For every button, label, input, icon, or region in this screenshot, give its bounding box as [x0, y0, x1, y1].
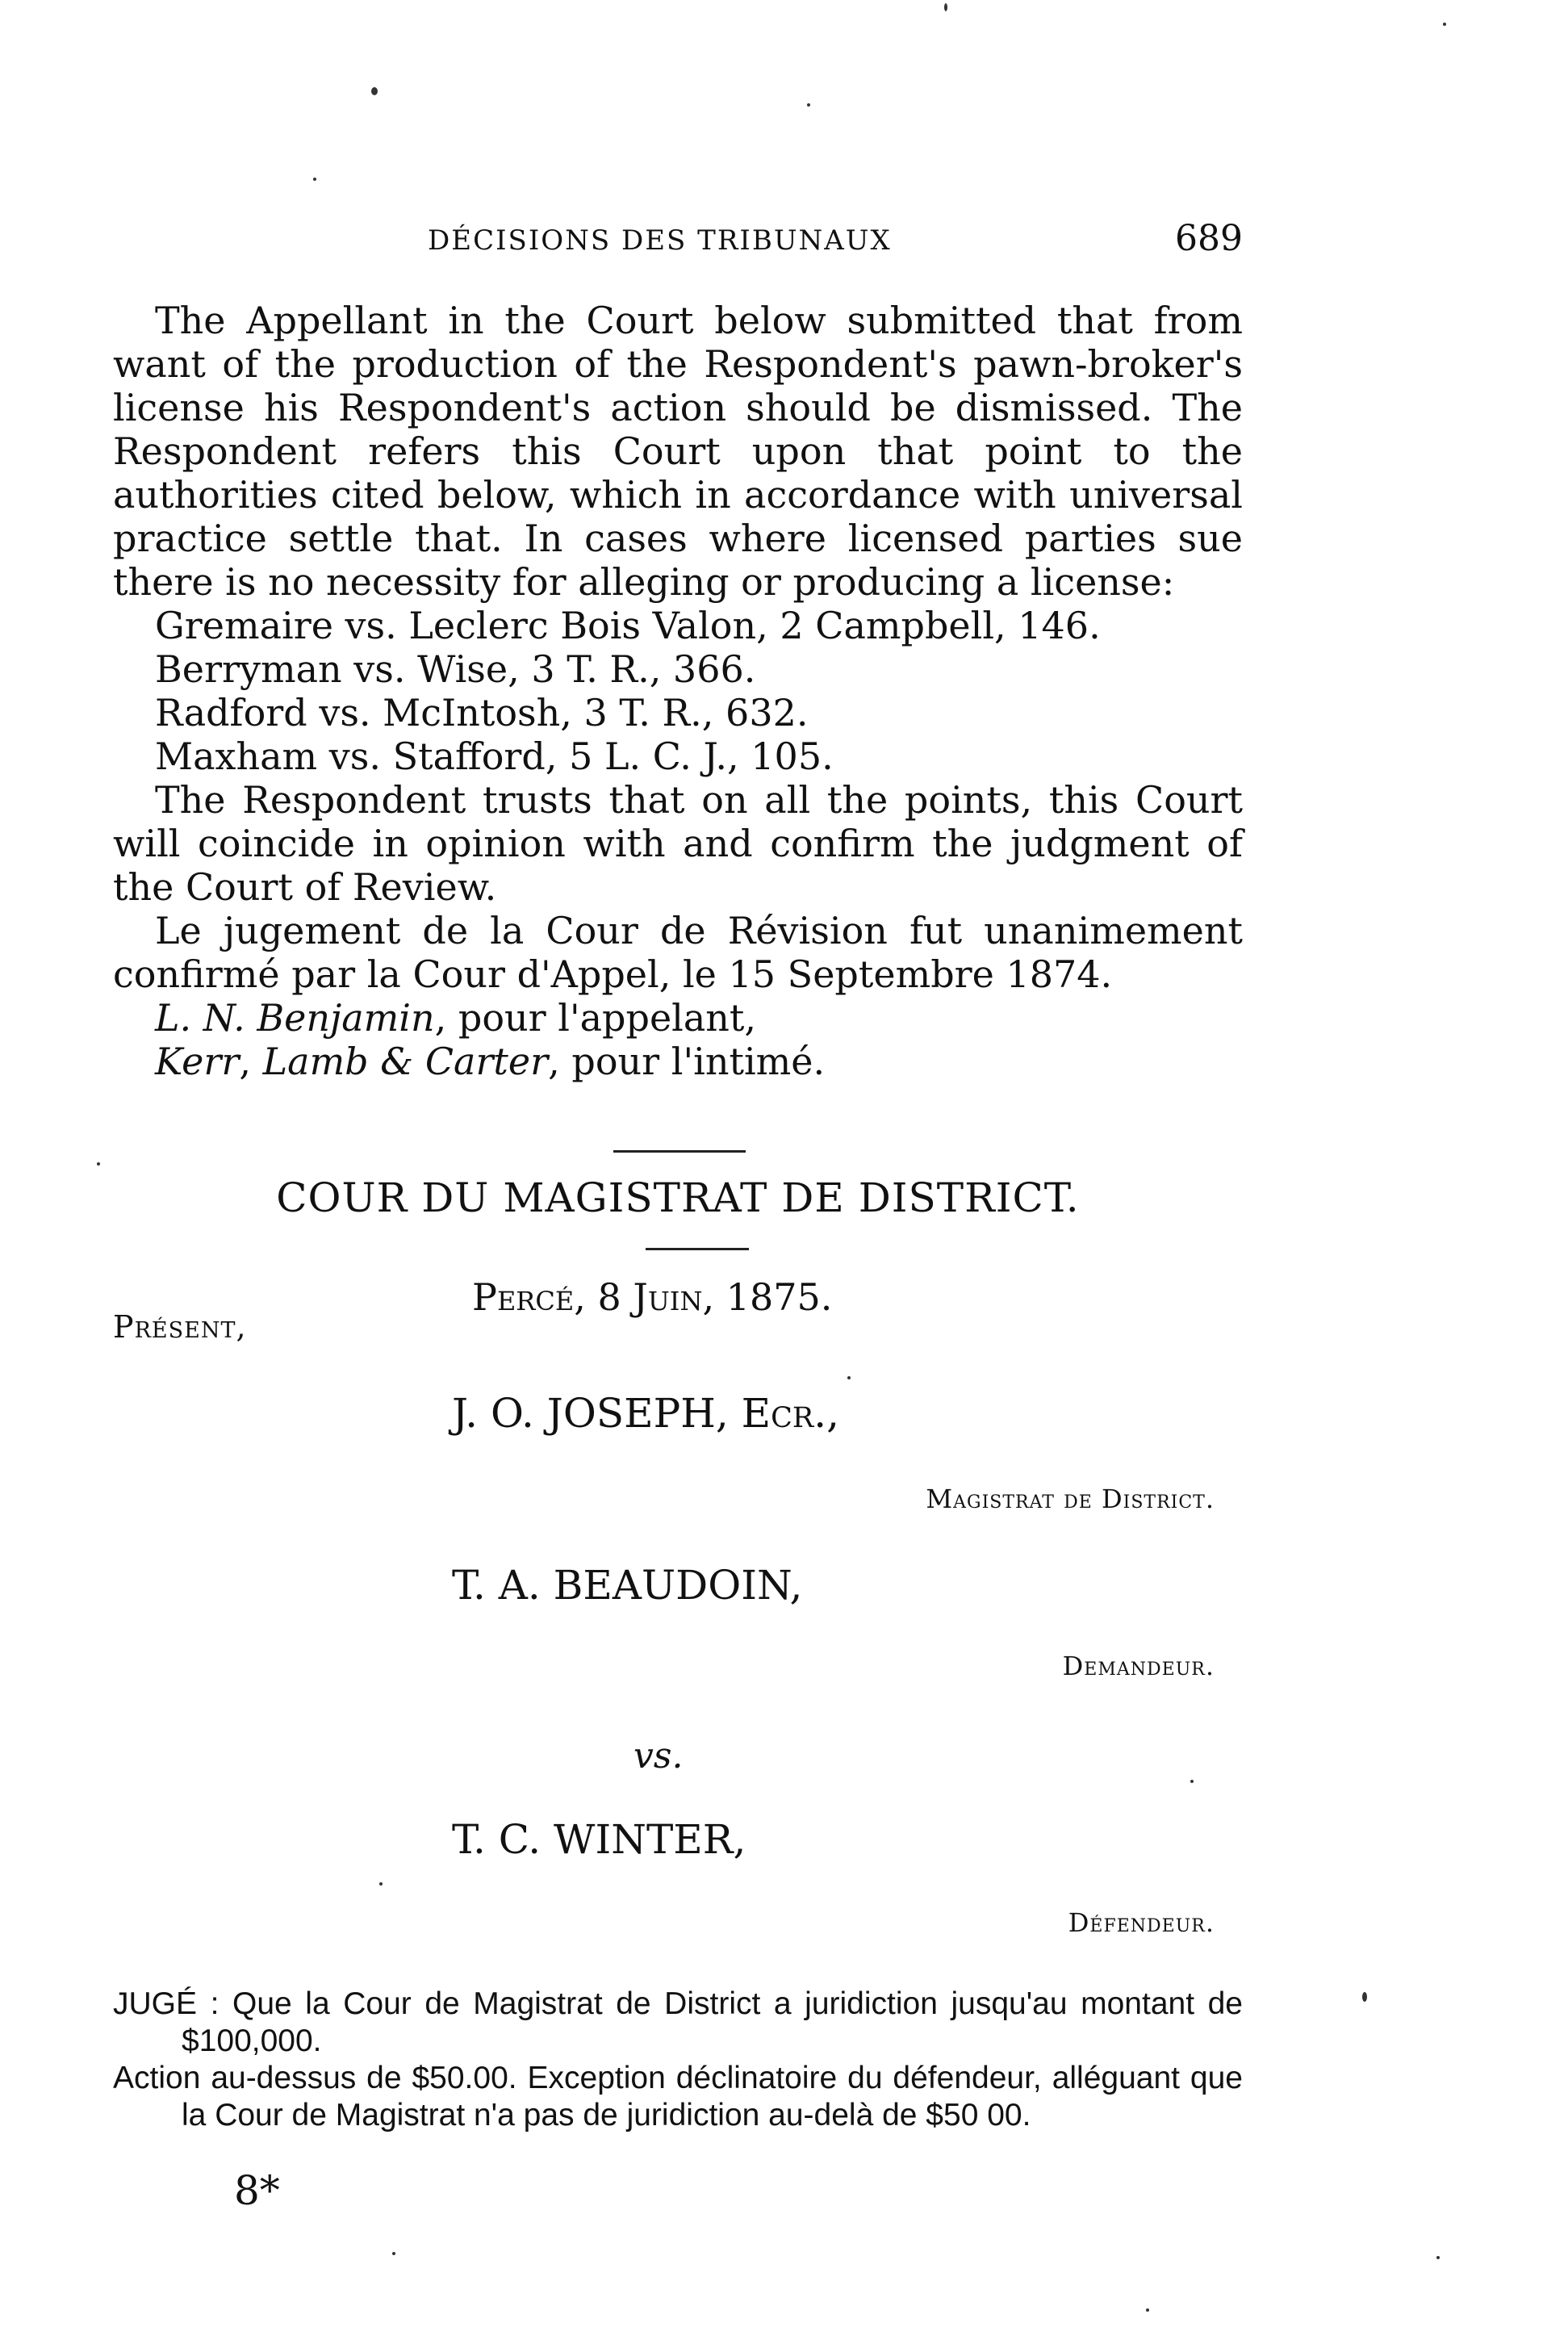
headnote-action: Action au-dessus de $50.00. Exception déclinatoire du défendeur, alléguant que la Cour de Magistrat n'a pas de juridiction au-delà de $50 00.	[113, 2061, 1243, 2132]
headnote-holding: JUGÉ : Que la Cour de Magistrat de District a juridiction jusqu'au montant de $100,000.	[113, 1986, 1243, 2058]
scan-speck	[97, 1162, 100, 1166]
versus-label: vs.	[633, 1735, 684, 1777]
plaintiff-name: T. A. BEAUDOIN,	[452, 1562, 803, 1609]
page-header	[113, 218, 1243, 266]
case-place: Percé	[472, 1275, 575, 1319]
paragraph-judgment-confirmed: Le jugement de la Cour de Révision fut unanimement confirmé par la Cour d'Appel, le 15 Septembre 1874.	[113, 909, 1243, 996]
case-date-prefix: , 8	[574, 1275, 633, 1319]
defendant-role: Défendeur.	[1068, 1907, 1215, 1938]
judge-title: Ecr.,	[741, 1390, 840, 1437]
section-divider-top	[613, 1150, 746, 1153]
counsel-respondent-role: , pour l'intimé.	[548, 1040, 826, 1083]
paragraph-respondent-trusts: The Respondent trusts that on all the points, this Court will coincide in opinion with and confirm the judgment of the Court of Review.	[113, 778, 1243, 909]
scan-speck	[847, 1376, 851, 1379]
counsel-respondent-name-b: Lamb & Carter	[262, 1040, 549, 1083]
citation-4: Maxham vs. Stafford, 5 L. C. J., 105.	[155, 735, 834, 778]
headnote	[113, 1986, 1243, 2134]
scan-speck	[807, 103, 810, 107]
scan-speck	[1190, 1780, 1194, 1783]
scan-speck	[1146, 2308, 1149, 2312]
case-date	[472, 1275, 832, 1319]
counsel-respondent-name-a: Kerr	[155, 1040, 240, 1083]
scan-speck	[944, 3, 947, 11]
signature-mark: 8*	[234, 2167, 280, 2214]
present-label: Présent,	[113, 1309, 247, 1345]
judge-name-text: J. O. JOSEPH,	[452, 1390, 742, 1437]
scan-speck	[1362, 1992, 1367, 2002]
counsel-appellant-role: , pour l'appelant,	[434, 996, 757, 1040]
judge-name	[452, 1390, 839, 1437]
paragraph-appellant-submission: The Appellant in the Court below submitted that from want of the production of the Respondent's pawn-broker's license his Respondent's action should be dismissed. The Respondent refers this Court upon that point to the authorities cited below, which in accordance with universal practice settle that. In cases where licensed parties sue there is no necessity for alleging or producing a license:	[113, 299, 1243, 604]
counsel-appellant	[113, 996, 1243, 1040]
scan-speck	[313, 178, 316, 181]
scan-speck	[1443, 23, 1446, 26]
citation-1: Gremaire vs. Leclerc Bois Valon, 2 Campbell, 146.	[155, 604, 1101, 647]
page-number: 689	[1175, 218, 1243, 259]
scan-speck	[1436, 2256, 1440, 2259]
judge-role: Magistrat de District.	[926, 1484, 1215, 1514]
plaintiff-role: Demandeur.	[1062, 1651, 1215, 1681]
case-year: , 1875.	[702, 1275, 833, 1319]
counsel-respondent	[113, 1040, 1243, 1083]
court-title: COUR DU MAGISTRAT DE DISTRICT.	[276, 1174, 1080, 1221]
scan-speck	[392, 2252, 395, 2255]
defendant-name: T. C. WINTER,	[452, 1816, 746, 1863]
scan-speck	[379, 1882, 383, 1886]
running-head: DÉCISIONS DES TRIBUNAUX	[428, 224, 892, 257]
body-text	[113, 299, 1243, 1083]
case-month: Juin	[633, 1275, 703, 1319]
scan-speck	[371, 87, 378, 95]
citation-3: Radford vs. McIntosh, 3 T. R., 632.	[155, 691, 809, 735]
citation-2: Berryman vs. Wise, 3 T. R., 366.	[155, 647, 756, 691]
section-divider-bottom	[646, 1248, 749, 1250]
counsel-appellant-name: L. N. Benjamin	[155, 996, 435, 1040]
counsel-respondent-sep: ,	[239, 1040, 263, 1083]
